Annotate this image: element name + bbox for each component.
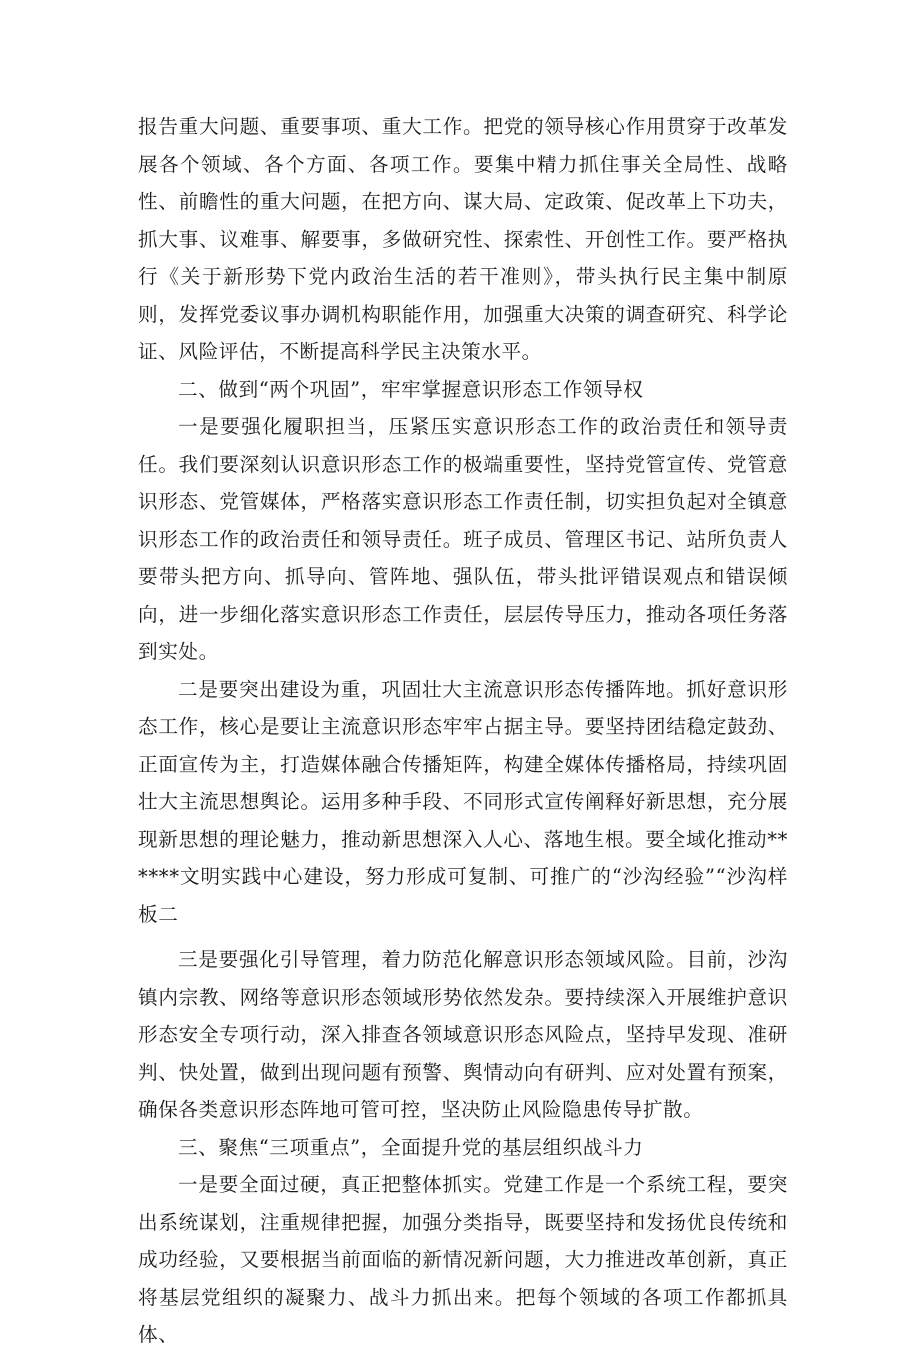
paragraph-gap <box>138 933 788 941</box>
section-heading: 三、聚焦“三项重点”，全面提升党的基层组织战斗力 <box>178 1135 644 1159</box>
body-paragraph: 一是要强化履职担当，压紧压实意识形态工作的政治责任和领导责任。我们要深刻认识意识形态工作的极端重要性，坚持党管宣传、党管意识形态、党管媒体，严格落实意识形态工作责任制，切实担负起对全镇意识形态工作的政治责任和领导责任。班子成员、管理区书记、站所负责人要带头把方向、抓导向、管阵地、强队伍，带头批评错误观点和错误倾向，进一步细化落实意识形态工作责任，层层传导压力，推动各项任务落到实处。 <box>138 415 788 663</box>
section-heading: 二、做到“两个巩固”，牢牢掌握意识形态工作领导权 <box>178 377 644 401</box>
body-paragraph: 一是要全面过硬，真正把整体抓实。党建工作是一个系统工程，要突出系统谋划，注重规律把握，加强分类指导，既要坚持和发扬优良传统和成功经验，又要根据当前面临的新情况新问题，大力推进改革创新，真正将基层党组织的凝聚力、战斗力抓出来。把每个领域的各项工作都抓具体、 <box>138 1173 788 1346</box>
body-paragraph: 报告重大问题、重要事项、重大工作。把党的领导核心作用贯穿于改革发展各个领域、各个方面、各项工作。要集中精力抓住事关全局性、战略性、前瞻性的重大问题，在把方向、谋大局、定政策、促改革上下功夫，抓大事、议难事、解要事，多做研究性、探索性、开创性工作。要严格执行《关于新形势下党内政治生活的若干准则》，带头执行民主集中制原则，发挥党委议事办调机构职能作用，加强重大决策的调查研究、科学论证、风险评估，不断提高科学民主决策水平。 <box>138 115 788 363</box>
body-paragraph: 三是要强化引导管理，着力防范化解意识形态领域风险。目前，沙沟镇内宗教、网络等意识形态领域形势依然发杂。要持续深入开展维护意识形态安全专项行动，深入排查各领域意识形态风险点，坚持早发现、准研判、快处置，做到出现问题有预警、舆情动向有研判、应对处置有预案，确保各类意识形态阵地可管可控，坚决防止风险隐患传导扩散。 <box>138 948 788 1121</box>
body-paragraph: 二是要突出建设为重，巩固壮大主流意识形态传播阵地。抓好意识形态工作，核心是要让主流意识形态牢牢占据主导。要坚持团结稳定鼓劲、正面宣传为主，打造媒体融合传播矩阵，构建全媒体传播格局，持续巩固壮大主流思想舆论。运用多种手段、不同形式宣传阐释好新思想，充分展现新思想的理论魅力，推动新思想深入人心、落地生根。要全域化推动******文明实践中心建设，努力形成可复制、可推广的“沙沟经验”“沙沟样板二 <box>138 677 788 926</box>
document-body <box>138 108 788 1354</box>
